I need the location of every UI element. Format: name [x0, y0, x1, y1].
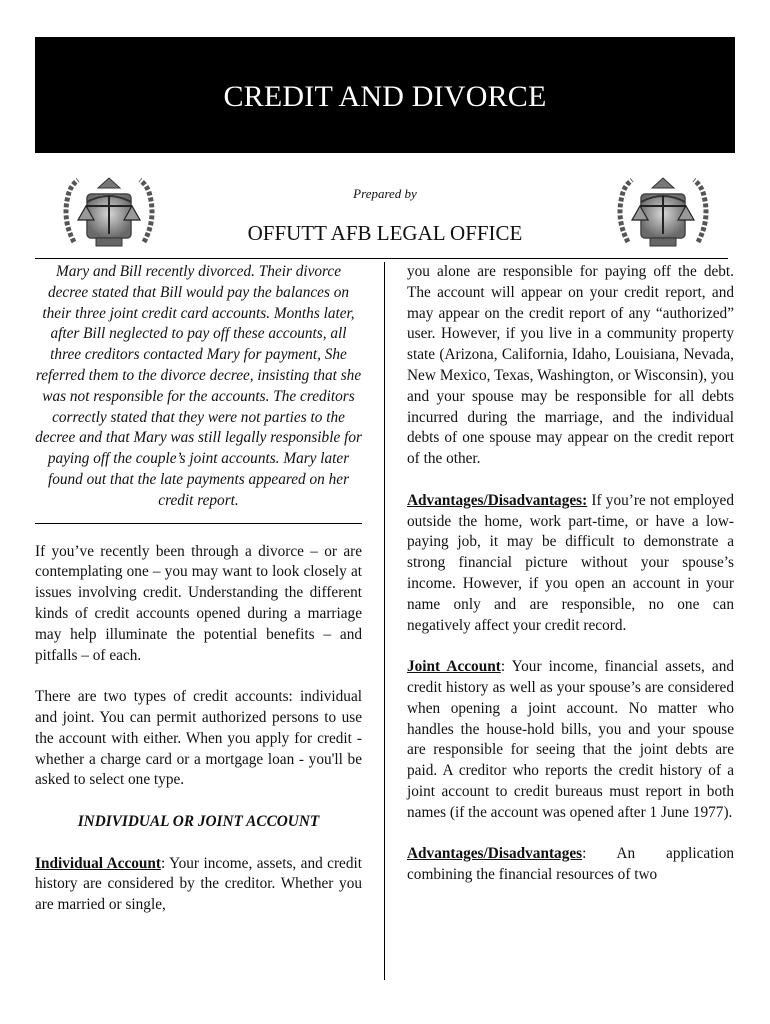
joint-advantages-paragraph [407, 844, 734, 886]
advantages-text: If you’re not employed outside the home, work part-time, or have a low-paying job, it may be difficult to demonstrate a strong financial picture without your spouse’s income. However, if you open an account in your name only and are responsible, no one can negatively affect your credit record. [407, 491, 734, 634]
header-divider [35, 258, 728, 259]
joint-advantages-term: Advantages/Disadvantages [407, 845, 583, 863]
office-name: OFFUTT AFB LEGAL OFFICE [247, 221, 523, 245]
joint-advantages-text: : An application combining the financial resources of two [407, 845, 734, 884]
individual-account-continuation: you alone are responsible for paying off the debt. The account will appear on your credit report, and may appear on the credit report of any “authorized” user. However, if you live in a community property state (Arizona, California, Idaho, Louisiana, Nevada, New Mexico, Texas, Washington, or Wisconsin), you and your spouse may be responsible for all debts incurred during the marriage, and the individual debts of one spouse may appear on the credit report of the other. [407, 263, 734, 468]
joint-account-paragraph [407, 657, 734, 823]
individual-account-text: : Your income, assets, and credit history are considered by the creditor. Whether you are married or single, [35, 854, 362, 914]
advantages-term: Advantages/Disadvantages: [407, 491, 588, 509]
document-title: CREDIT AND DIVORCE [223, 80, 547, 113]
account-types-paragraph: There are two types of credit accounts: individual and joint. You can permit authorized persons to use the account with either. When you apply for credit - whether a charge card or a mortgage loan - you'll be asked to select one type. [35, 688, 362, 789]
prepared-by-label: Prepared by [353, 186, 417, 201]
individual-account-paragraph [35, 854, 362, 916]
intro-paragraph: If you’ve recently been through a divorce – or are contemplating one – you may want to look closely at issues involving credit. Understanding the different kinds of credit accounts opened during a marriage may help illuminate the potential benefits – and pitfalls – of each. [35, 542, 362, 664]
right-column [407, 262, 734, 886]
left-column [35, 262, 362, 916]
case-story: Mary and Bill recently divorced. Their divorce decree stated that Bill would pay the balances on their three joint credit card accounts. Months later, after Bill neglected to pay off these accounts, all three creditors contacted Mary for payment, She referred them to the divorce decree, insisting that she was not responsible for the accounts. The creditors correctly stated that they were not parties to the decree and that Mary was still legally responsible for paying off the couple’s joint accounts. Mary later found out that the late payments appeared on her credit report. [35, 263, 362, 509]
individual-account-term: Individual Account [35, 854, 161, 872]
individual-advantages-paragraph [407, 491, 734, 637]
section-heading: INDIVIDUAL OR JOINT ACCOUNT [77, 812, 320, 830]
column-divider [384, 262, 385, 980]
joint-account-text: : Your income, financial assets, and credit history as well as your spouse’s are considered when opening a joint account. No matter who handles the house-hold bills, you and your spouse are responsible for seeing that the joint debts are paid. A creditor who reports the credit history of a joint account to credit bureaus must report in both names (if the account was opened after 1 June 1977). [407, 658, 735, 821]
story-divider [35, 523, 362, 524]
joint-account-term: Joint Account [407, 658, 501, 676]
